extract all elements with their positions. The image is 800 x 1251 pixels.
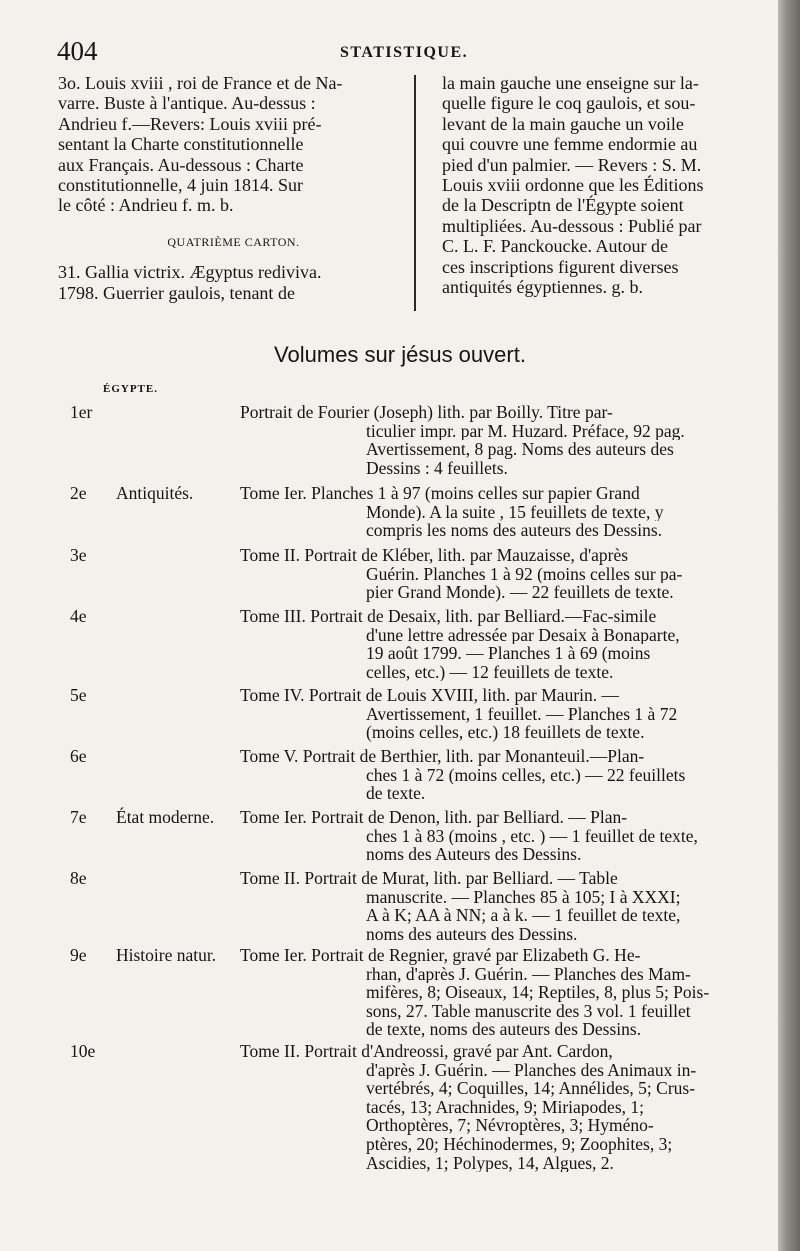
entry-line: compris les noms des auteurs des Dessins.	[366, 521, 663, 540]
entry-line: tacés, 13; Arachnides, 9; Miriapodes, 1;	[366, 1097, 644, 1117]
entry-number: 7e	[70, 807, 87, 827]
entry-line: Tome III. Portrait de Desaix, lith. par Belliard.—Fac-simile	[240, 607, 657, 626]
text-line: Louis xviii ordonne que les Éditions	[442, 175, 704, 196]
text-line: ces inscriptions figurent diverses	[442, 256, 679, 277]
entry-line: Tome IV. Portrait de Louis XVIII, lith. par Maurin. —	[240, 686, 620, 705]
entry-line: vertébrés, 4; Coquilles, 14; Annélides, 5; Crus-	[366, 1079, 696, 1098]
entry-number: 4e	[70, 606, 87, 626]
entry-line: ticulier impr. par M. Huzard. Préface, 92 pag.	[366, 421, 685, 441]
text-line: la main gauche une enseigne sur la-	[442, 73, 699, 93]
section-heading: Volumes sur jésus ouvert.	[274, 342, 526, 367]
text-line: constitutionnelle, 4 juin 1814. Sur	[58, 175, 303, 196]
entry-category: Histoire natur.	[116, 945, 217, 965]
text-line: 1798. Guerrier gaulois, tenant de	[58, 282, 295, 303]
entry-number: 9e	[70, 945, 87, 965]
entry-number: 2e	[70, 483, 87, 503]
text-line: de la Descriptn de l'Égypte soient	[442, 195, 684, 216]
left-column	[58, 73, 399, 303]
entry-line: d'après J. Guérin. — Planches des Animaux in-	[366, 1060, 697, 1080]
entry-line: Orthoptères, 7; Névroptères, 3; Hyméno-	[366, 1116, 654, 1135]
text-line: pied d'un palmier. — Revers : S. M.	[442, 154, 702, 175]
running-head: STATISTIQUE.	[340, 44, 469, 61]
column-rule	[414, 75, 416, 311]
entry-line: ches 1 à 72 (moins celles, etc.) — 22 feuillets	[366, 765, 686, 785]
entry-line: Ascidies, 1; Polypes, 14, Algues, 2.	[366, 1153, 614, 1173]
text-line: qui couvre une femme endormie au	[442, 134, 698, 155]
entry-line: A à K; AA à NN; a à k. — 1 feuillet de texte,	[366, 906, 681, 925]
entry-line: noms des auteurs des Dessins.	[366, 924, 578, 944]
entry-line: d'une lettre adressée par Desaix à Bonaparte,	[366, 625, 680, 645]
entry-line: Tome Ier. Portrait de Denon, lith. par Belliard. — Plan-	[240, 808, 628, 827]
entry-line: mifères, 8; Oiseaux, 14; Reptiles, 8, plus 5; Pois-	[366, 983, 710, 1002]
text-line: C. L. F. Panckoucke. Autour de	[442, 236, 669, 257]
entry-line: Tome II. Portrait de Murat, lith. par Belliard. — Table	[240, 869, 618, 888]
entry-line: celles, etc.) — 12 feuillets de texte.	[366, 662, 614, 682]
entry-number: 5e	[70, 685, 87, 705]
entry-number: 3e	[70, 545, 87, 565]
right-column	[442, 73, 770, 297]
text-line: multipliées. Au-dessous : Publié par	[442, 215, 702, 236]
entry-line: sons, 27. Table manuscrite des 3 vol. 1 feuillet	[366, 1001, 691, 1021]
page-edge-shadow	[778, 0, 800, 1251]
text-line: 3o. Louis xviii , roi de France et de Na-	[58, 73, 343, 93]
entry-line: Guérin. Planches 1 à 92 (moins celles sur pa-	[366, 564, 683, 584]
text-line: sentant la Charte constitutionnelle	[58, 134, 304, 155]
page-number: 404	[57, 36, 98, 66]
entry-line: Avertissement, 1 feuillet. — Planches 1 à 72	[366, 704, 678, 724]
entry-line: Monde). A la suite , 15 feuillets de texte, y	[366, 502, 664, 522]
entry-line: (moins celles, etc.) 18 feuillets de texte.	[366, 723, 645, 742]
entry-number: 1er	[70, 402, 93, 422]
entry-line: ptères, 20; Héchinodermes, 9; Zoophites, 3;	[366, 1134, 673, 1154]
entry-category: État moderne.	[116, 807, 215, 827]
entry-line: ches 1 à 83 (moins , etc. ) — 1 feuillet de texte,	[366, 826, 698, 846]
text-line: varre. Buste à l'antique. Au-dessus :	[58, 93, 316, 114]
text-line: 31. Gallia victrix. Ægyptus rediviva.	[58, 262, 322, 283]
entry-category: Antiquités.	[116, 483, 194, 503]
entry-line: Avertissement, 8 pag. Noms des auteurs des	[366, 440, 674, 459]
entry-number: 10e	[70, 1041, 96, 1061]
entry-line: Tome V. Portrait de Berthier, lith. par Monanteuil.—Plan-	[240, 747, 645, 766]
text-line: quelle figure le coq gaulois, et sou-	[442, 93, 696, 114]
carton-heading: QUATRIÈME CARTON.	[167, 234, 300, 249]
text-line: le côté : Andrieu f. m. b.	[58, 195, 234, 216]
text-line: antiquités égyptiennes. g. b.	[442, 277, 643, 298]
entry-line: Tome Ier. Planches 1 à 97 (moins celles sur papier Grand	[240, 484, 640, 503]
entry-number: 8e	[70, 868, 87, 888]
text-line: aux Français. Au-dessous : Charte	[58, 154, 304, 175]
entry-line: noms des Auteurs des Dessins.	[366, 845, 582, 864]
entry-line: rhan, d'après J. Guérin. — Planches des Mam-	[366, 964, 691, 984]
entry-line: 19 août 1799. — Planches 1 à 69 (moins	[366, 644, 651, 663]
entry-line: Dessins : 4 feuillets.	[366, 458, 508, 478]
entry-line: Tome Ier. Portrait de Regnier, gravé par Elizabeth G. He-	[240, 946, 641, 965]
text-line: Andrieu f.—Revers: Louis xviii pré-	[58, 113, 322, 134]
entry-line: Tome II. Portrait de Kléber, lith. par Mauzaisse, d'après	[240, 546, 629, 565]
entry-line: de texte, noms des auteurs des Dessins.	[366, 1020, 642, 1039]
entry-line: pier Grand Monde). — 22 feuillets de texte.	[366, 583, 674, 602]
entry-line: Tome II. Portrait d'Andreossi, gravé par Ant. Cardon,	[240, 1042, 613, 1061]
entry-line: de texte.	[366, 784, 426, 803]
entry-line: Portrait de Fourier (Joseph) lith. par Boilly. Titre par-	[240, 403, 613, 422]
entry-number: 6e	[70, 746, 87, 766]
entry-line: manuscrite. — Planches 85 à 105; I à XXXI;	[366, 887, 681, 907]
text-line: levant de la main gauche un voile	[442, 113, 684, 134]
section-subheading: ÉGYPTE.	[103, 383, 158, 395]
